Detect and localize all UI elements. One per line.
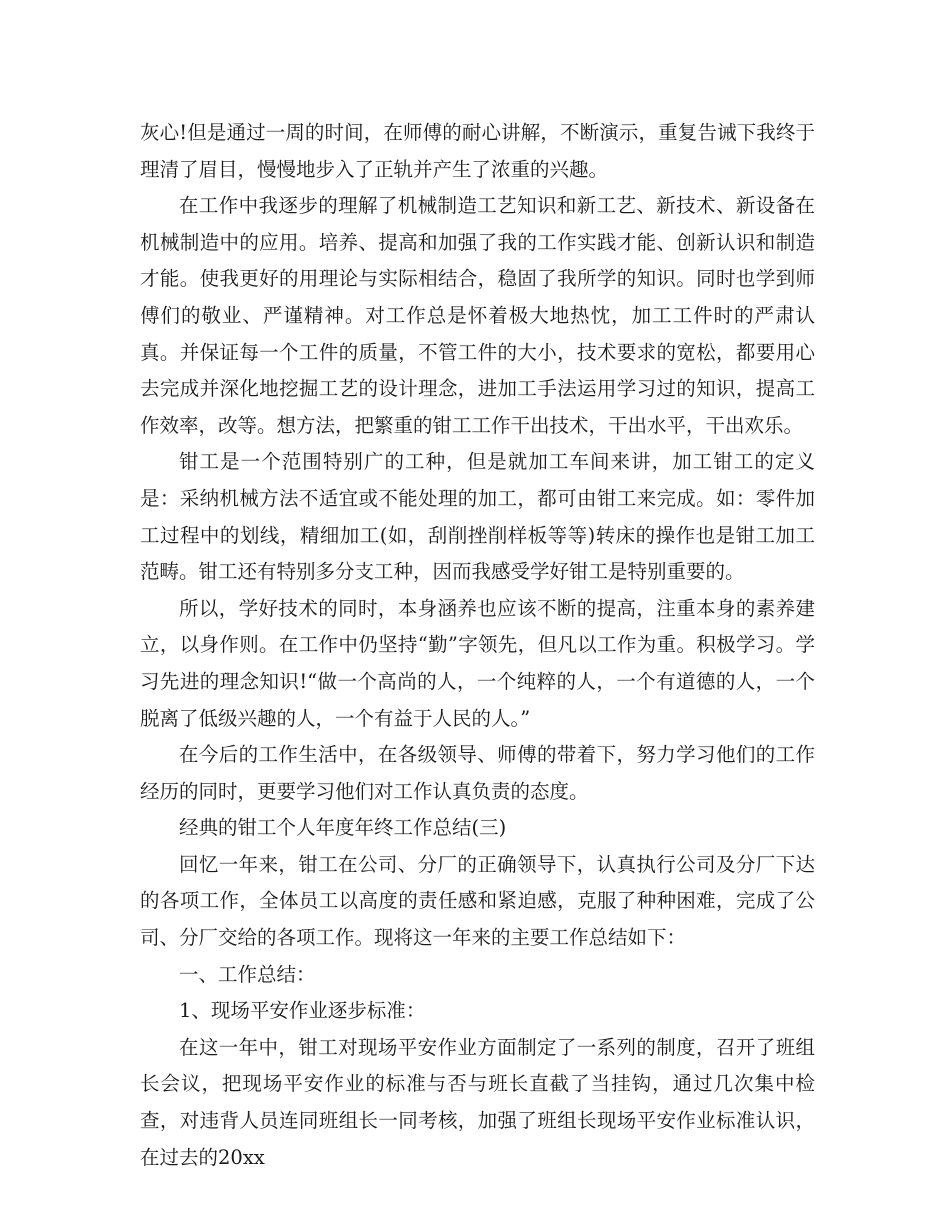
- document-body: [140, 115, 815, 1176]
- paragraph: 在今后的工作生活中，在各级领导、师傅的带着下，努力学习他们的工作经历的同时，更要学习他们对工作认真负责的态度。: [140, 743, 815, 803]
- paragraph: 钳工是一个范围特别广的工种，但是就加工车间来讲，加工钳工的定义是：采纳机械方法不适宜或不能处理的加工，都可由钳工来完成。如：零件加工过程中的划线，精细加工(如，刮削挫削样板等等)转床的操作也是钳工加工范畴。钳工还有特别多分支工种，因而我感受学好钳工是特别重要的。: [140, 450, 815, 584]
- paragraph: 灰心!但是通过一周的时间，在师傅的耐心讲解，不断演示，重复告诫下我终于理清了眉目，慢慢地步入了正轨并产生了浓重的兴趣。: [140, 121, 815, 181]
- subheading: 1、现场平安作业逐步标准：: [179, 999, 426, 1023]
- subheading: 一、工作总结：: [179, 962, 316, 986]
- paragraph: 所以，学好技术的同时，本身涵养也应该不断的提高，注重本身的素养建立，以身作则。在工作中仍坚持“勤”字领先，但凡以工作为重。积极学习。学习先进的理念知识!“做一个高尚的人，一个纯粹的人，一个有道德的人，一个脱离了低级兴趣的人，一个有益于人民的人。”: [140, 596, 815, 730]
- paragraph: 在这一年中，钳工对现场平安作业方面制定了一系列的制度，召开了班组长会议，把现场平安作业的标准与否与班长直截了当挂钩，通过几次集中检查，对违背人员连同班组长一同考核，加强了班组长现场平安作业标准认识，在过去的20xx: [140, 1035, 815, 1169]
- paragraph: 在工作中我逐步的理解了机械制造工艺知识和新工艺、新技术、新设备在机械制造中的应用。培养、提高和加强了我的工作实践才能、创新认识和制造才能。使我更好的用理论与实际相结合，稳固了我所学的知识。同时也学到师傅们的敬业、严谨精神。对工作总是怀着极大地热忱，加工工件时的严肃认真。并保证每一个工件的质量，不管工件的大小，技术要求的宽松，都要用心去完成并深化地挖掘工艺的设计理念，进加工手法运用学习过的知识，提高工作效率，改等。想方法，把繁重的钳工工作干出技术，干出水平，干出欢乐。: [140, 194, 815, 437]
- section-heading: 经典的钳工个人年度年终工作总结(三): [179, 816, 507, 840]
- paragraph: 回忆一年来，钳工在公司、分厂的正确领导下，认真执行公司及分厂下达的各项工作，全体员工以高度的责任感和紧迫感，克服了种种困难，完成了公司、分厂交给的各项工作。现将这一年来的主要工作总结如下：: [140, 852, 815, 950]
